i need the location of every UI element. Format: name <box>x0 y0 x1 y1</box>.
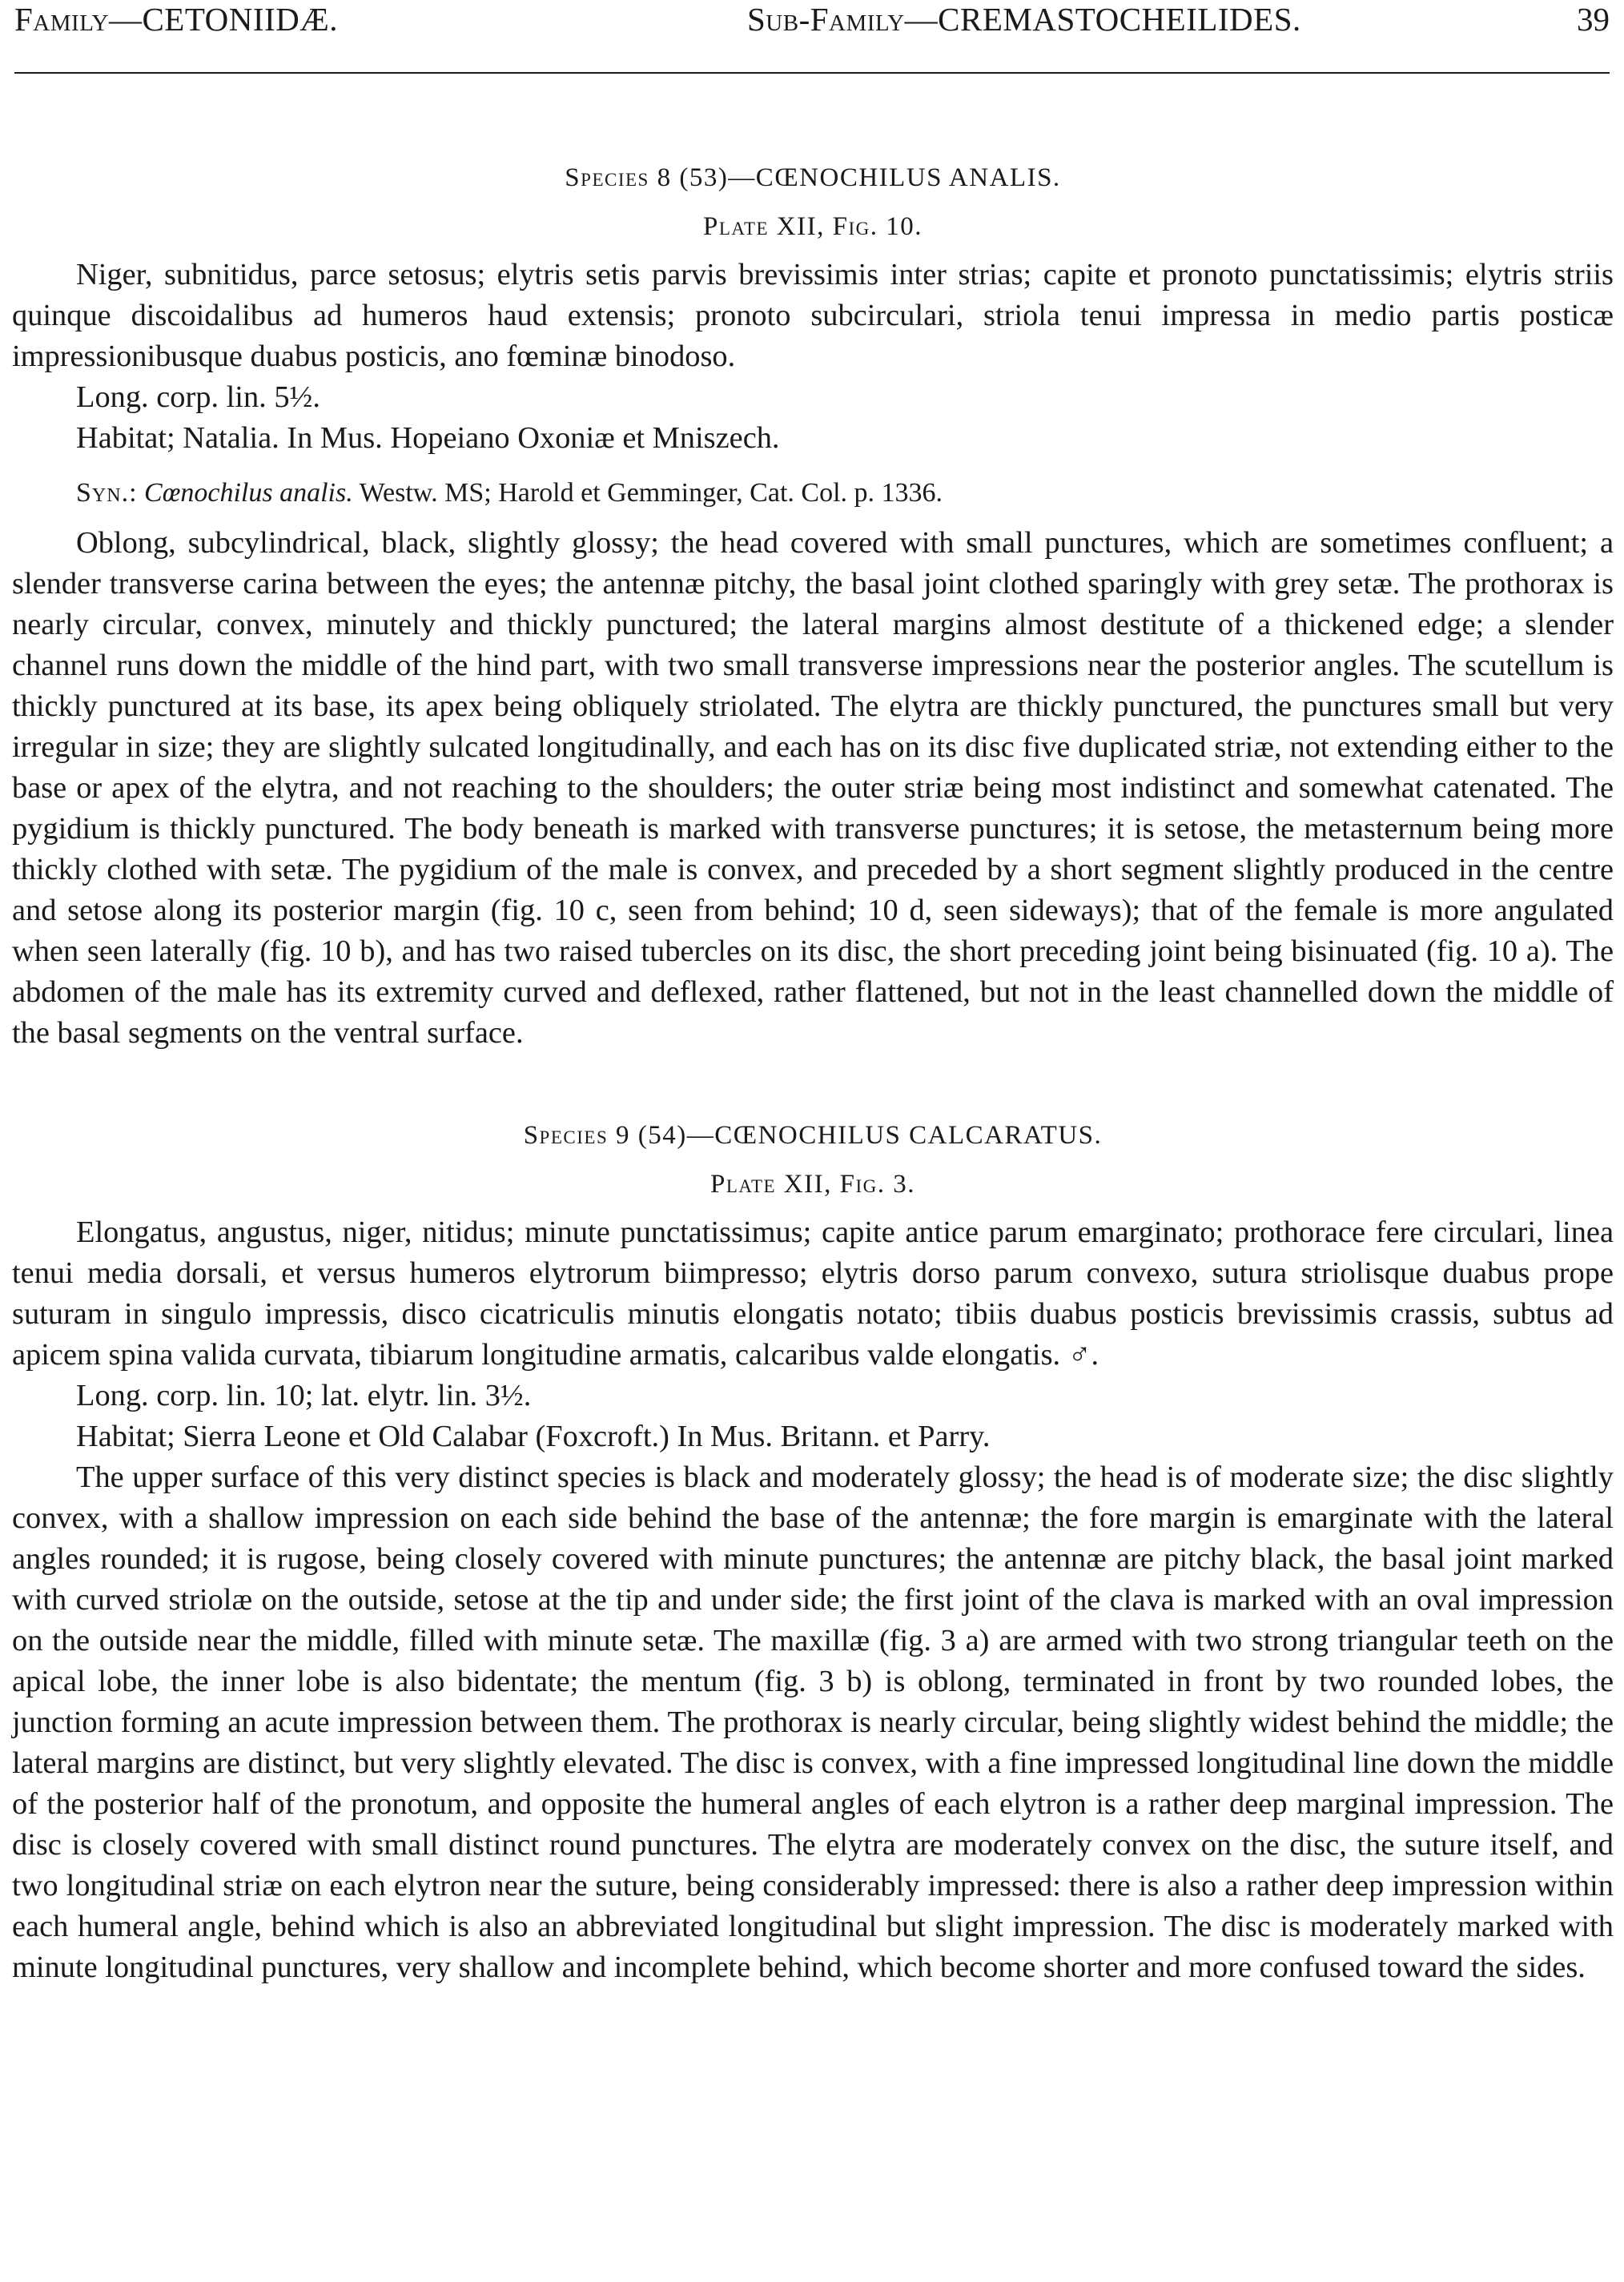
species-9-plate: Plate XII, Fig. 3. <box>710 1170 915 1199</box>
species-8-synonymy <box>12 473 1614 513</box>
page-number: 39 <box>1577 1 1610 38</box>
species-9-heading: Species 9 (54)—CŒNOCHILUS CALCARATUS. <box>523 1121 1103 1150</box>
synonym-reference: Westw. MS; Harold et Gemminger, Cat. Col. p. 1336. <box>359 478 943 508</box>
family-title: Family—CETONIIDÆ. <box>14 1 338 38</box>
page-body <box>12 160 1614 1988</box>
section-gap <box>12 1054 1614 1118</box>
header-rule <box>14 72 1610 74</box>
species-9-measurement: Long. corp. lin. 10; lat. elytr. lin. 3½. <box>76 1379 532 1412</box>
species-8-latin-diagnosis: Niger, subnitidus, parce setosus; elytris setis parvis brevissimis inter strias; capite et pronoto punctatissimis; elytris striis quinque discoidalibus ad humeros haud extensis; pronoto subcirculari, striola tenui impressa in medio partis posticæ impressionibusque duabus posticis, ano fœminæ binodoso. <box>12 258 1614 373</box>
subfamily-title: Sub-Family—CREMASTOCHEILIDES. <box>747 1 1301 38</box>
species-8-habitat: Habitat; Natalia. In Mus. Hopeiano Oxoniæ et Mniszech. <box>76 421 780 455</box>
species-9-description: The upper surface of this very distinct species is black and moderately glossy; the head is of moderate size; the disc slightly convex, with a shallow impression on each side behind the base of the antennæ; the fore margin is emarginate with the lateral angles rounded; it is rugose, being closely covered with minute punctures; the antennæ are pitchy black, the basal joint marked with curved striolæ on the outside, setose at the tip and under side; the first joint of the clava is marked with an oval impression on the outside near the middle, filled with minute setæ. The maxillæ (fig. 3 a) are armed with two strong triangular teeth on the apical lobe, the inner lobe is also bidentate; the mentum (fig. 3 b) is oblong, terminated in front by two rounded lobes, the junction forming an acute impression between them. The prothorax is nearly circular, being slightly widest behind the middle; the lateral margins are distinct, but very slightly elevated. The disc is convex, with a fine impressed longitudinal line down the middle of the posterior half of the pronotum, and opposite the humeral angles of each elytron is a rather deep marginal impression. The disc is closely covered with small distinct round punctures. The elytra are moderately convex on the disc, the suture itself, and two longitudinal striæ on each elytron near the suture, being considerably impressed: there is also a rather deep impression within each humeral angle, behind which is also an abbreviated longitudinal but slight impression. The disc is moderately marked with minute longitudinal punctures, very shallow and incomplete behind, which become shorter and more confused toward the sides. <box>12 1460 1614 1984</box>
synonym-name: Cœnochilus analis. <box>144 478 353 508</box>
species-9-latin-diagnosis: Elongatus, angustus, niger, nitidus; minute punctatissimus; capite antice parum emarginato; prothorace fere circulari, linea tenui media dorsali, et versus humeros elytrorum biimpresso; elytris dorso parum convexo, sutura striolisque duabus prope suturam in singulo impressis, disco cicatriculis minutis elongatis notato; tibiis duabus posticis brevissimis crassis, subtus ad apicem spina valida curvata, tibiarum longitudine armatis, calcaribus valde elongatis. ♂. <box>12 1215 1614 1372</box>
synonymy-label: Syn.: <box>76 478 138 508</box>
species-9-section <box>12 1118 1614 1988</box>
running-head <box>14 0 1610 48</box>
species-8-section <box>12 160 1614 1054</box>
species-9-habitat: Habitat; Sierra Leone et Old Calabar (Foxcroft.) In Mus. Britann. et Parry. <box>76 1420 991 1453</box>
species-8-measurement: Long. corp. lin. 5½. <box>76 380 320 414</box>
species-8-heading: Species 8 (53)—CŒNOCHILUS ANALIS. <box>565 163 1061 192</box>
species-8-plate: Plate XII, Fig. 10. <box>703 212 923 241</box>
species-8-description: Oblong, subcylindrical, black, slightly glossy; the head covered with small punctures, which are sometimes confluent; a slender transverse carina between the eyes; the antennæ pitchy, the basal joint clothed sparingly with grey setæ. The prothorax is nearly circular, convex, minutely and thickly punctured; the lateral margins almost destitute of a thickened edge; a slender channel runs down the middle of the hind part, with two small transverse impressions near the posterior angles. The scutellum is thickly punctured at its base, its apex being obliquely striolated. The elytra are thickly punctured, the punctures small but very irregular in size; they are slightly sulcated longitudinally, and each has on its disc five duplicated striæ, not extending either to the base or apex of the elytra, and not reaching to the shoulders; the outer striæ being most indistinct and somewhat catenated. The pygidium is thickly punctured. The body beneath is marked with transverse punctures; it is setose, the metasternum being more thickly clothed with setæ. The pygidium of the male is convex, and preceded by a short segment slightly produced in the centre and setose along its posterior margin (fig. 10 c, seen from behind; 10 d, seen sideways); that of the female is more angulated when seen laterally (fig. 10 b), and has two raised tubercles on its disc, the short preceding joint being bisinuated (fig. 10 a). The abdomen of the male has its extremity curved and deflexed, rather flattened, but not in the least channelled down the middle of the basal segments on the ventral surface. <box>12 526 1614 1050</box>
